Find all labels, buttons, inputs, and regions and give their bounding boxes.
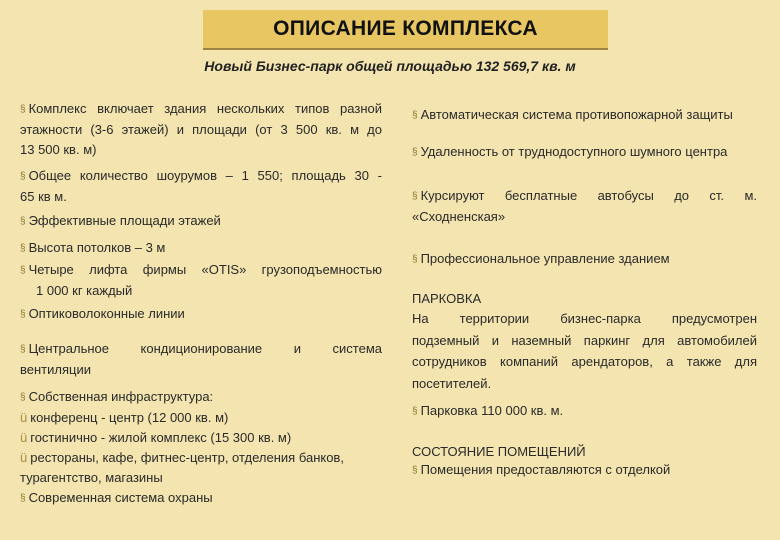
- bullet-icon: §: [20, 243, 26, 254]
- bus-bullet: § Курсируют бесплатные автобусы до ст. м. «Сходненская»: [412, 188, 757, 224]
- bullet-icon: §: [20, 493, 26, 504]
- ceiling-bullet: § Высота потолков – 3 м: [20, 240, 166, 255]
- bullet-icon: §: [20, 216, 26, 227]
- security-bullet: § Современная система охраны: [20, 490, 213, 505]
- fire-bullet: § Автоматическая система противопожарной защиты: [412, 107, 733, 122]
- infrastructure-bullet: § Собственная инфраструктура: ü конференц - центр (12 000 кв. м) ü гостинично - жилой комплекс (15 300 кв. м) ü рестораны, кафе, фитнес-центр, отделения банков, турагентство, магазины: [20, 387, 390, 488]
- check-icon: ü: [20, 410, 28, 425]
- bullet-icon: §: [20, 104, 26, 115]
- infra-item: ü рестораны, кафе, фитнес-центр, отделения банков,: [20, 450, 344, 465]
- page-title: ОПИСАНИЕ КОМПЛЕКСА: [203, 10, 608, 50]
- infra-item: ü конференц - центр (12 000 кв. м): [20, 410, 229, 425]
- parking-count-bullet: § Парковка 110 000 кв. м.: [412, 403, 564, 418]
- bullet-icon: §: [412, 191, 418, 202]
- distance-bullet: § Удаленность от труднодоступного шумного центра: [412, 144, 728, 159]
- hvac-bullet: § Центральное кондиционирование и система вентиляции: [20, 341, 382, 377]
- fiber-bullet: § Оптиковолоконные линии: [20, 306, 185, 321]
- status-bullet: § Помещения предоставляются с отделкой: [412, 462, 671, 477]
- parking-heading: ПАРКОВКА: [412, 291, 482, 306]
- effective-bullet: § Эффективные площади этажей: [20, 213, 221, 228]
- showrooms-bullet: § Общее количество шоурумов – 1 550; площадь 30 - 65 кв м.: [20, 168, 382, 204]
- subtitle: Новый Бизнес-парк общей площадью 132 569,7 кв. м: [204, 58, 576, 74]
- bullet-icon: §: [412, 465, 418, 476]
- bullet-icon: §: [20, 392, 26, 403]
- bullet-icon: §: [20, 309, 26, 320]
- bullet-icon: §: [20, 171, 26, 182]
- bullet-icon: §: [412, 110, 418, 121]
- bullet-icon: §: [412, 254, 418, 265]
- parking-text: На территории бизнес-парка предусмотрен подземный и наземный паркинг для автомобилей сотрудников компаний арендаторов, а также для посетителей.: [412, 311, 757, 391]
- infra-item: ü гостинично - жилой комплекс (15 300 кв. м): [20, 430, 292, 445]
- bullet-icon: §: [20, 265, 26, 276]
- status-heading: СОСТОЯНИЕ ПОМЕЩЕНИЙ: [412, 444, 586, 459]
- bullet-icon: §: [412, 406, 418, 417]
- management-bullet: § Профессиональное управление зданием: [412, 251, 670, 266]
- bullet-icon: §: [20, 344, 26, 355]
- lifts-bullet: § Четыре лифта фирмы «OTIS» грузоподъемностью 1 000 кг каждый: [20, 262, 382, 298]
- complex-bullet: § Комплекс включает здания нескольких типов разной этажности (3-6 этажей) и площади (от 3 500 кв. м до 13 500 кв. м): [20, 101, 382, 157]
- check-icon: ü: [20, 430, 28, 445]
- bullet-icon: §: [412, 147, 418, 158]
- check-icon: ü: [20, 450, 28, 465]
